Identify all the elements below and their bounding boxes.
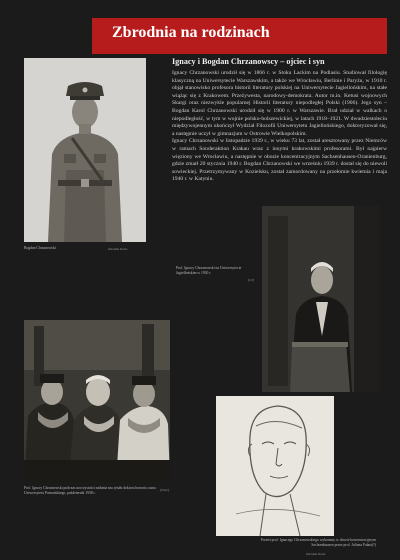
soldier-photo-credit: Ośrodek Karta [108,247,128,251]
article-subheading: Ignacy i Bogdan Chrzanowscy – ojciec i syn [172,57,325,66]
paragraph-1: Ignacy Chrzanowski urodził się w 1866 r. w Stoku Lackim na Podlasiu. Studiował filologię klasyczną na Uniwersytecie Warszawskim, a także we Wrocławiu, Berlinie i Paryżu, w 1910 r. objął stanowisko profesora historii literatury polskiej na Uniwersytecie Jagiellońskim, na stałe wiążąc się z Krakowem. Przeżywesta, narodowy-demokrata. Autor m.in. Ketusi wojnowych Skargi oraz niezwykle popularnej Historii literatury niepodległej Polski (1906). Jego syn – Bogdan Karol Chrzanowski urodził się w 1900 r. w Warszawie. Brał udział w walkach o niepodległość, w tym w wojnie polsko-bolszewickiej, w latach 1918–1921. W dwudziestoleciu międzywojennym ukończył Wydział Filozofii Uniwersytetu Jagiellońskiego, doktoryzował się, a następnie uczył w gimnazjum w Ostrowie Wielkopolskim. [172,70,387,137]
professors-ceremony-photo [24,320,170,482]
professors-photo-caption: Prof. Ignacy Chrzanowski podczas uroczystości nadania mu tytułu doktora honoris causa Uniwersytetu Poznańskiego, październik 1938 r. [24,486,156,495]
sketch-portrait-image [216,396,334,536]
elder-photo-caption: Prof. Ignacy Chrzanowski na Uniwersytecie Jagiellońskim w 1930 r. [176,266,242,275]
elder-photo-credit: (UJ) [248,278,254,282]
sketch-caption: Portret prof. Ignacego Chrzanowskiego wykonany w obozie koncentracyjnym Sachsenhausen przez prof. Juliana Fałata(?) [260,538,376,547]
title-banner [92,18,387,54]
soldier-portrait-photo [24,58,146,242]
sketch-credit: Ośrodek Karta [306,552,326,556]
professors-photo-credit: (NAC) [160,488,170,492]
elder-professor-photo [262,206,380,392]
article-body [172,70,387,184]
paragraph-2: Ignacy Chrzanowski w listopadzie 1939 r., w wieku 73 lat, został aresztowany przez Niemców w ramach Sonderaktion Krakau wraz z innymi krakowskimi profesorami. Był najpierw więziony we Wrocławiu, a następnie w obozie koncentracyjnym Sachsenhausen-Oranienburg, gdzie zmarł 20 stycznia 1940 r. Bogdan Chrzanowski we wrześniu 1939 r. dostał się do niewoli sowieckiej. Przetrzymywany w Kozielsku, został zamordowany na przełomie kwietnia i maja 1940 r. w Katyniu. [172,138,387,183]
soldier-photo-caption: Bogdan Chrzanowski [24,246,56,250]
page-title: Zbrodnia na rodzinach [112,24,270,41]
